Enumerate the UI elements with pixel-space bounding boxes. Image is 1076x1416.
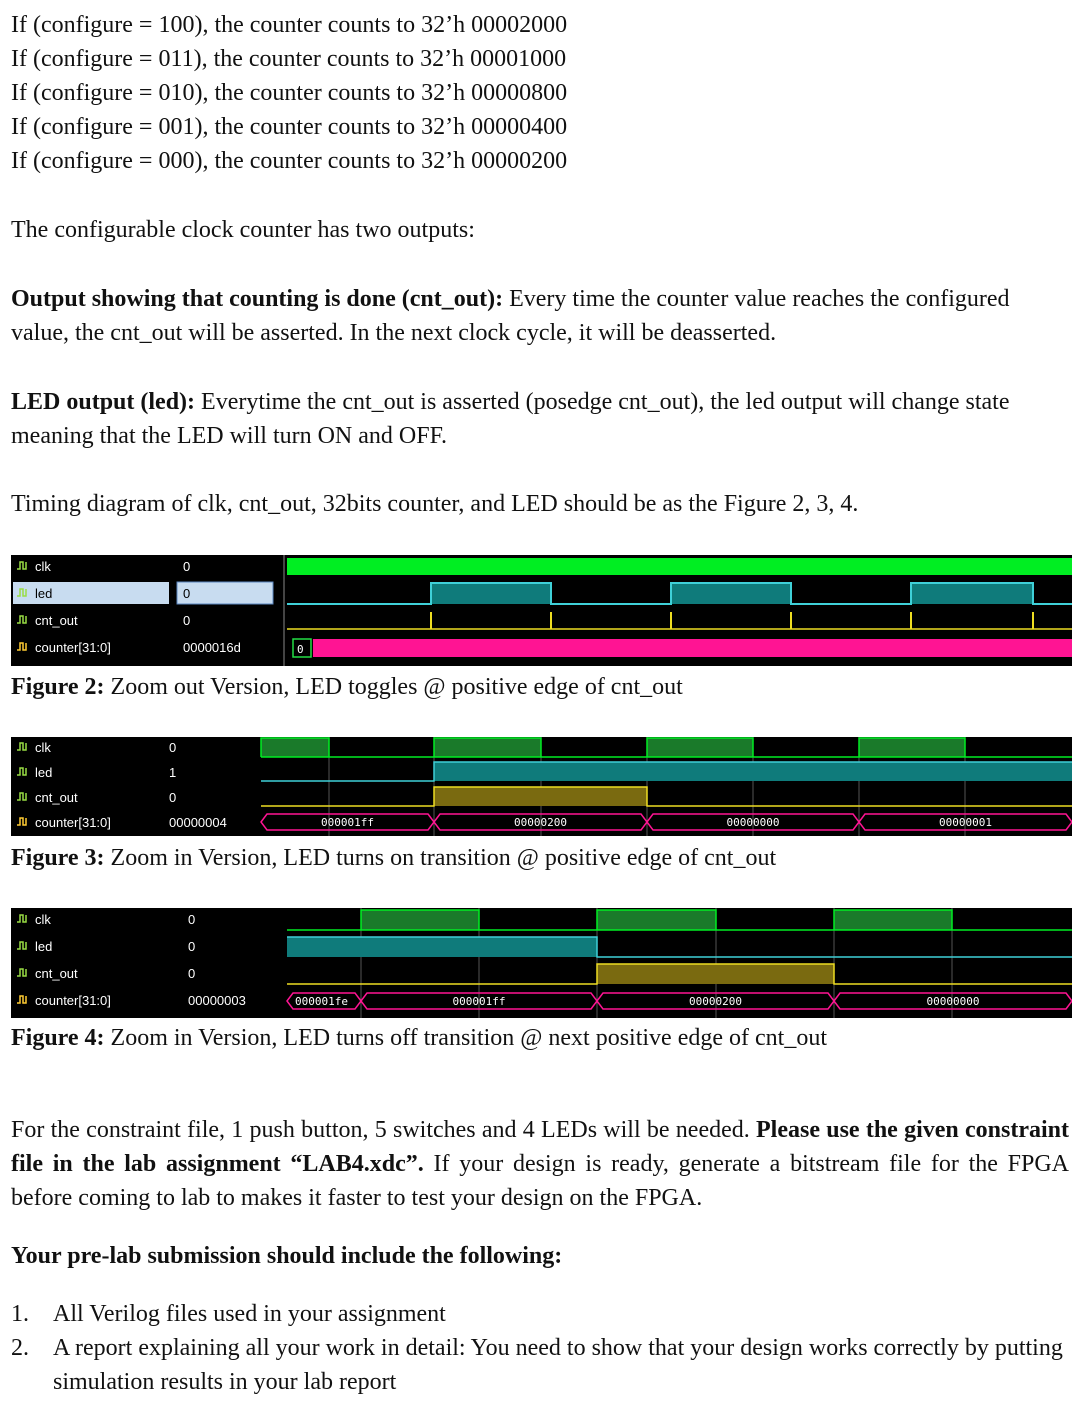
cnt-out-text: Every time the counter value reaches the configured value, the cnt_out will be asserted. In the next clock cycle, it will be deasserted. <box>11 286 1010 346</box>
signal-value: 0 <box>183 613 191 628</box>
config-line: If (configure = 010), the counter counts to 32’h 00000800 <box>11 80 568 106</box>
list-text: All Verilog files used in your assignment <box>53 1301 446 1327</box>
figure-3-label: Figure 3: <box>11 845 105 871</box>
constraint-text-1: For the constraint file, 1 push button, 5 switches and 4 LEDs will be needed. <box>11 1117 757 1143</box>
figure-4-text: Zoom in Version, LED turns off transition @ next positive edge of cnt_out <box>104 1025 827 1051</box>
figure-4-label: Figure 4: <box>11 1025 105 1051</box>
cnt-out-high <box>597 964 834 984</box>
bus-label: 000001ff <box>452 995 506 1008</box>
led-high <box>911 583 1033 604</box>
led-high <box>434 762 1072 781</box>
figure-2-caption <box>11 672 683 702</box>
signal-value: 0 <box>188 966 196 981</box>
submission-list <box>11 1297 1069 1399</box>
clk-high <box>597 910 716 930</box>
figure-3-text: Zoom in Version, LED turns on transition @ positive edge of cnt_out <box>104 845 777 871</box>
signal-value: 0 <box>183 559 191 574</box>
bus-label: 000001ff <box>321 816 374 829</box>
list-item <box>11 1297 1069 1331</box>
clk-high <box>434 738 541 757</box>
constraint-paragraph <box>11 1113 1069 1215</box>
list-number: 2. <box>11 1335 29 1361</box>
config-line: If (configure = 100), the counter counts to 32’h 00002000 <box>11 12 568 38</box>
bus-label: 00000000 <box>926 995 980 1008</box>
list-number: 1. <box>11 1301 29 1327</box>
config-line: If (configure = 001), the counter counts to 32’h 00000400 <box>11 114 568 140</box>
signal-name: led <box>35 765 53 780</box>
signal-value: 0 <box>188 939 196 954</box>
bus-trace <box>313 639 1072 657</box>
signal-name: counter[31:0] <box>35 815 111 830</box>
waveform-svg <box>11 908 1072 1018</box>
constraint-text-2: If your design is ready, generate a bitstream file for the FPGA before coming to lab to makes it faster to test your design on the FPGA. <box>11 1151 1070 1211</box>
led-high <box>671 583 791 604</box>
constraint-bold: Please use the given constraint file in the lab assignment “LAB4.xdc”. <box>11 1117 1069 1177</box>
signal-name: counter[31:0] <box>35 993 111 1008</box>
clk-high <box>361 910 479 930</box>
signal-name: cnt_out <box>35 790 78 805</box>
cnt-out-heading: Output showing that counting is done (cnt_out): <box>11 286 504 312</box>
bus-label: 00000200 <box>514 816 567 829</box>
timing-intro: Timing diagram of clk, cnt_out, 32bits counter, and LED should be as the Figure 2, 3, 4. <box>11 491 859 517</box>
signal-value: 0000016d <box>183 640 241 655</box>
signal-name: led <box>35 939 53 954</box>
signal-value: 00000004 <box>169 815 227 830</box>
led-high <box>287 937 597 957</box>
figure-2-label: Figure 2: <box>11 674 105 700</box>
signal-value: 00000003 <box>188 993 246 1008</box>
clk-high <box>261 738 329 757</box>
list-text: A report explaining all your work in detail: You need to show that your design works correctly by putting simulation results in your lab report <box>53 1335 1063 1395</box>
cnt-out-high <box>434 787 647 806</box>
clk-high <box>859 738 965 757</box>
signal-value: 0 <box>188 912 196 927</box>
led-heading: LED output (led): <box>11 389 196 415</box>
clk-high <box>834 910 952 930</box>
signal-name: clk <box>35 740 51 755</box>
selected-value <box>177 582 273 604</box>
bus-label: 00000200 <box>689 995 742 1008</box>
bus-label: 00000000 <box>726 816 780 829</box>
signal-value: 0 <box>183 586 191 601</box>
config-line: If (configure = 011), the counter counts to 32’h 00001000 <box>11 46 567 72</box>
led-text: Everytime the cnt_out is asserted (posedge cnt_out), the led output will change state meaning that the LED will turn ON and OFF. <box>11 389 1010 449</box>
outputs-intro: The configurable clock counter has two outputs: <box>11 217 475 243</box>
led-high <box>431 583 551 604</box>
bus-label: 000001fe <box>295 995 348 1008</box>
signal-name: clk <box>35 912 51 927</box>
waveform-svg <box>11 555 1072 666</box>
signal-value: 1 <box>169 765 177 780</box>
cnt-out-paragraph <box>11 282 1069 350</box>
signal-name: counter[31:0] <box>35 640 111 655</box>
waveform-figure-4 <box>11 908 1072 1018</box>
figure-2-text: Zoom out Version, LED toggles @ positive edge of cnt_out <box>104 674 683 700</box>
submission-heading: Your pre-lab submission should include the following: <box>11 1243 563 1269</box>
signal-value: 0 <box>169 740 177 755</box>
signal-name: led <box>35 586 53 601</box>
signal-name: clk <box>35 559 51 574</box>
clk-high <box>647 738 753 757</box>
waveform-figure-3 <box>11 737 1072 836</box>
list-item <box>11 1331 1069 1399</box>
bus-label: 0 <box>297 643 304 656</box>
clk-trace <box>287 558 1072 575</box>
figure-3-caption <box>11 843 776 873</box>
bus-label: 00000001 <box>939 816 992 829</box>
waveform-figure-2 <box>11 555 1072 666</box>
waveform-svg <box>11 737 1072 836</box>
signal-name: cnt_out <box>35 613 78 628</box>
figure-4-caption <box>11 1023 827 1053</box>
signal-value: 0 <box>169 790 177 805</box>
config-line: If (configure = 000), the counter counts to 32’h 00000200 <box>11 148 568 174</box>
signal-name: cnt_out <box>35 966 78 981</box>
led-paragraph <box>11 385 1069 453</box>
